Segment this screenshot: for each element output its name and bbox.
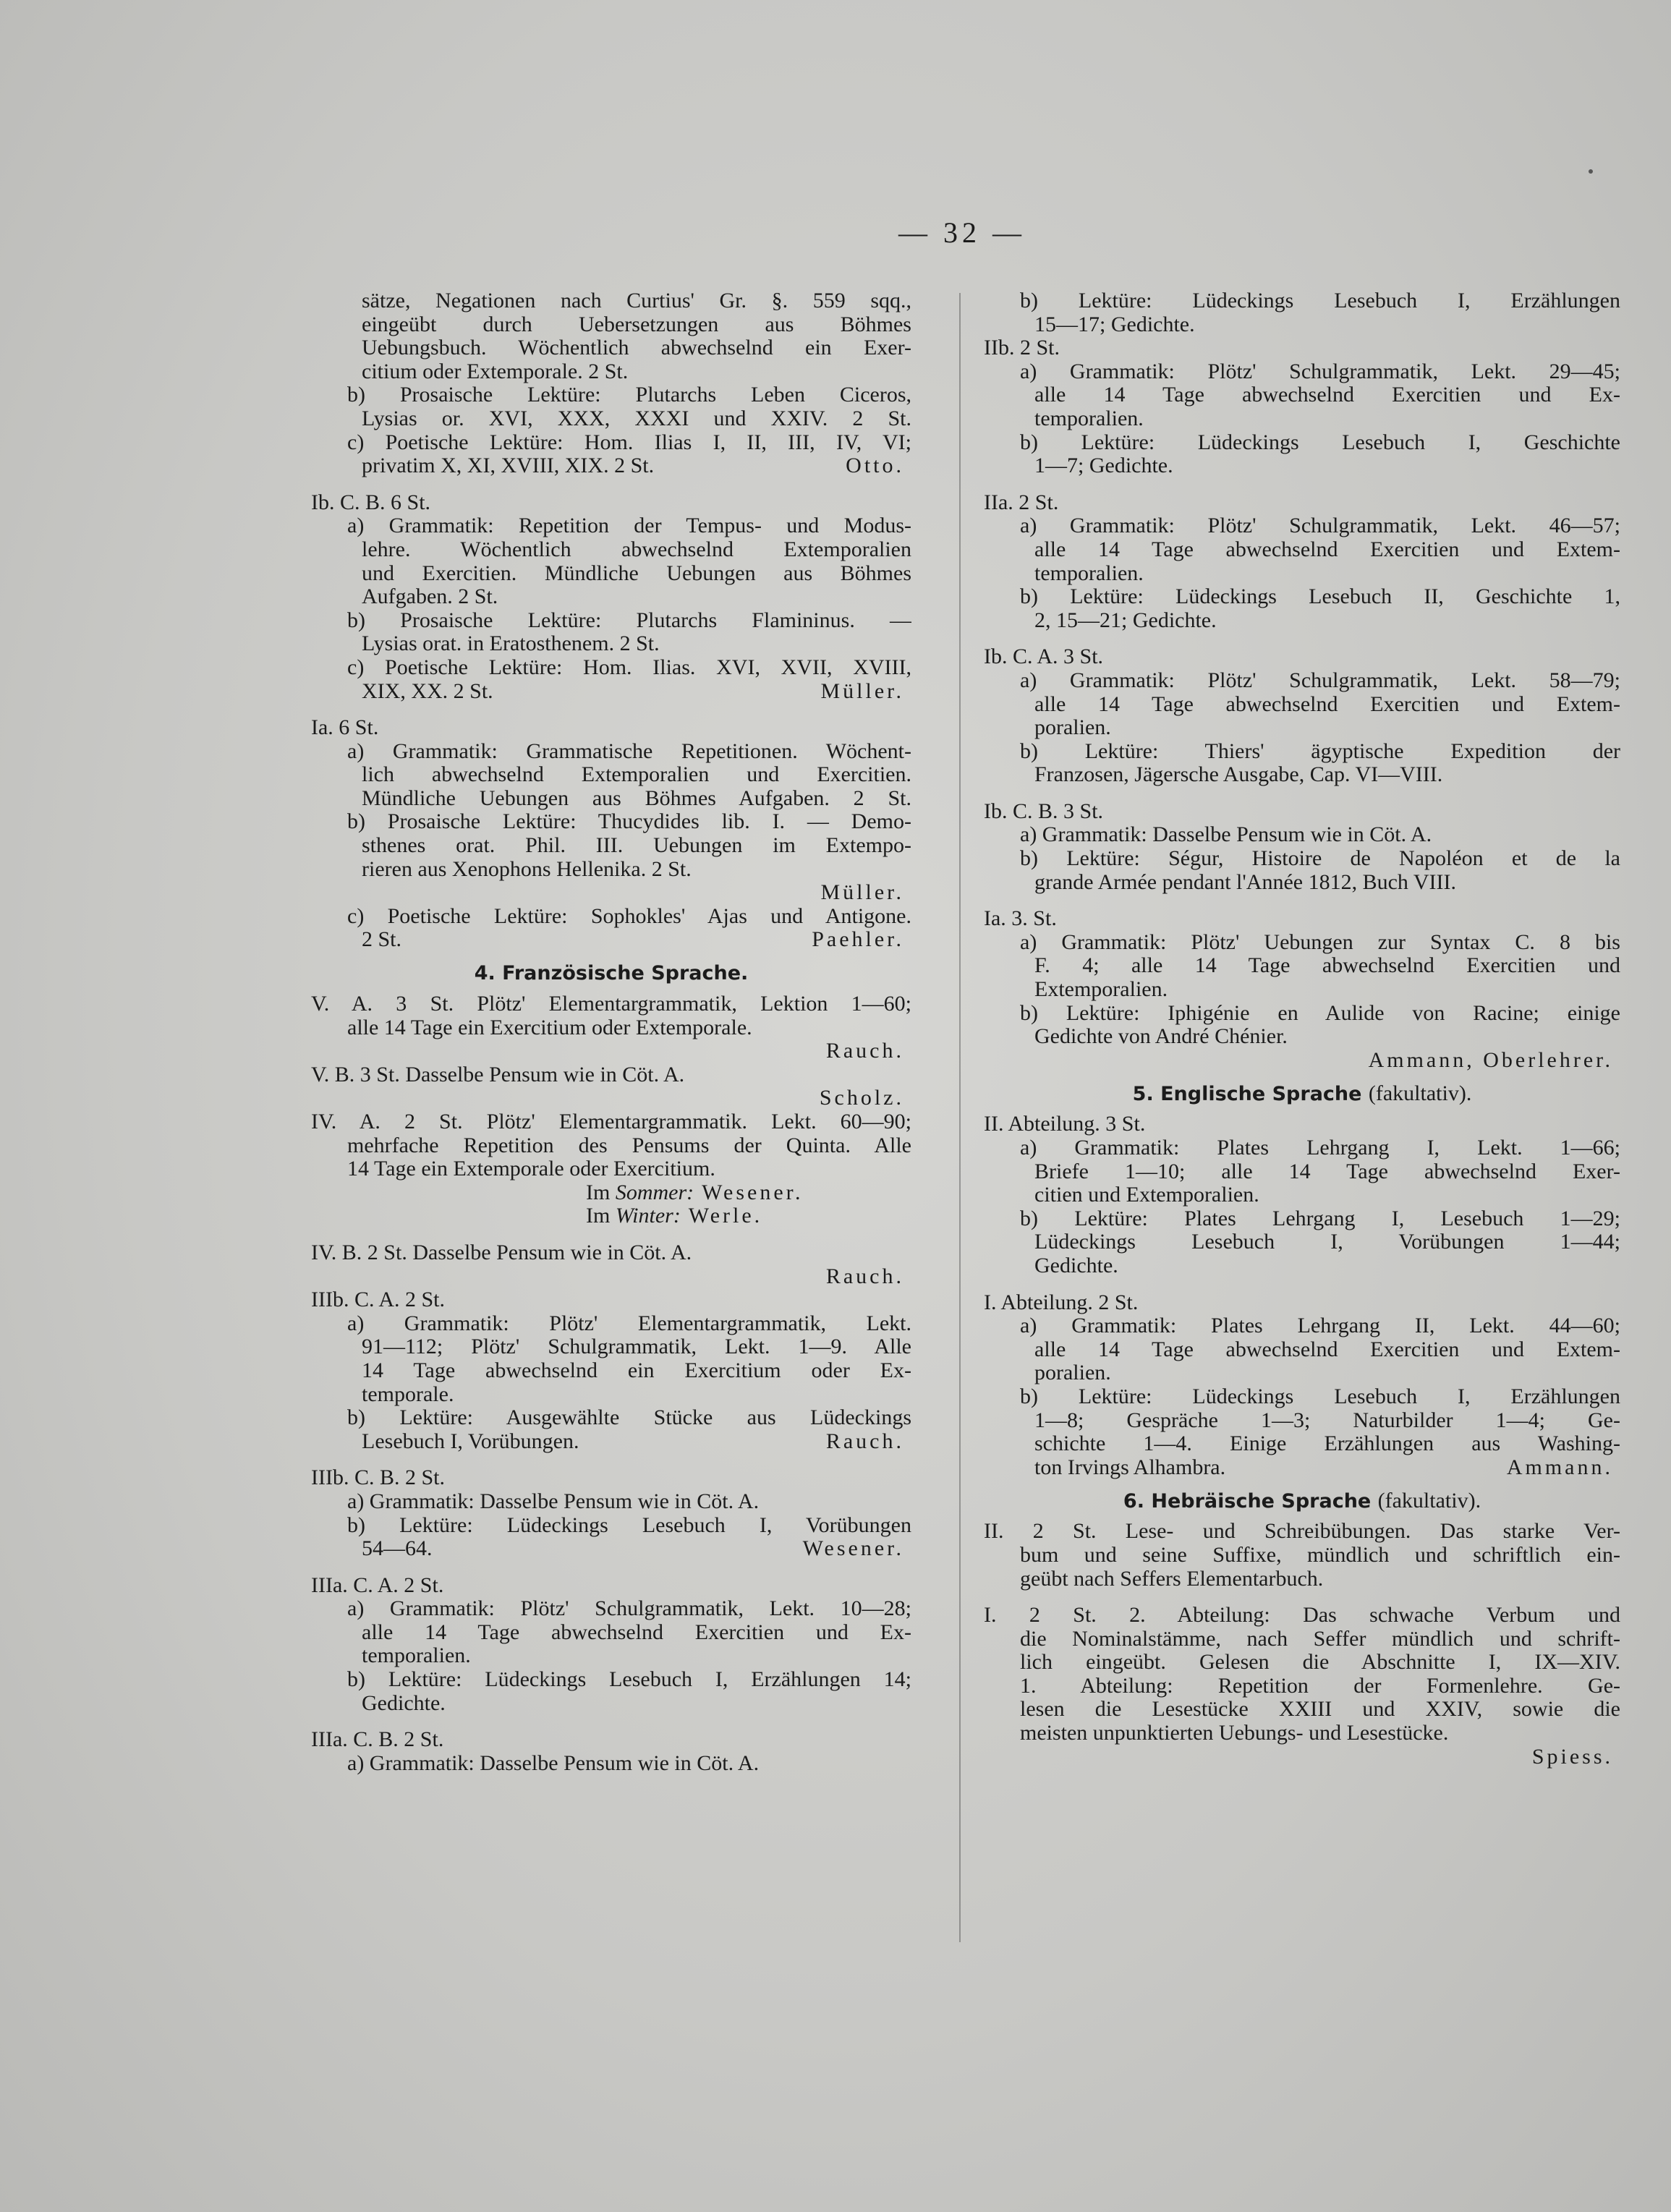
line-text: 54—64. xyxy=(362,1536,433,1561)
teacher-signature: Rauch. xyxy=(825,1429,904,1453)
line-text: alle 14 Tage abwechselnd Exercitien und Extem- xyxy=(1034,1337,1620,1361)
right-column xyxy=(984,289,1620,1769)
line-text: IIa. 2 St. xyxy=(984,490,1059,514)
section-heading-title: 6. Hebräische Sprache xyxy=(1123,1490,1372,1513)
text-line xyxy=(311,491,911,515)
section-heading xyxy=(984,1486,1620,1515)
line-text: b) Lektüre: Lüdeckings Lesebuch I, Erzählungen xyxy=(1020,1384,1620,1408)
line-text: IIIb. C. B. 2 St. xyxy=(311,1466,446,1490)
text-line xyxy=(984,800,1620,824)
line-text: alle 14 Tage abwechselnd Exercitien und Extem- xyxy=(1034,537,1620,561)
text-line xyxy=(984,1722,1620,1745)
text-line xyxy=(984,1025,1620,1049)
line-text: b) Lektüre: Lüdeckings Lesebuch I, Erzählungen 14; xyxy=(347,1668,911,1692)
text-line xyxy=(984,978,1620,1002)
spacer xyxy=(311,478,911,491)
spacer xyxy=(984,787,1620,800)
line-text: Uebungsbuch. Wöchentlich abwechselnd ein Exer- xyxy=(362,336,911,360)
text-line xyxy=(984,1136,1620,1160)
text-line xyxy=(984,1651,1620,1675)
line-text: IV. A. 2 St. Plötz' Elementargrammatik. Lekt. 60—90; xyxy=(311,1110,911,1133)
line-text: b) Lektüre: Ausgewählte Stücke aus Lüdeckings xyxy=(347,1406,911,1430)
section-heading xyxy=(984,1079,1620,1108)
line-text: temporalien. xyxy=(1034,406,1144,430)
teacher-signature: Rauch. xyxy=(825,1039,904,1063)
text-line xyxy=(984,1456,1620,1480)
line-text: Lüdeckings Lesebuch I, Vorübungen 1—44; xyxy=(1034,1230,1620,1254)
line-text: alle 14 Tage abwechselnd Exercitien und Ex- xyxy=(362,1620,911,1644)
text-line xyxy=(311,1157,911,1181)
line-text: IIb. 2 St. xyxy=(984,336,1060,360)
text-line xyxy=(984,514,1620,538)
text-line xyxy=(311,656,911,680)
text-line xyxy=(311,928,911,952)
text-line xyxy=(984,740,1620,764)
text-line xyxy=(311,1134,911,1158)
text-line xyxy=(311,585,911,609)
line-text: a) Grammatik: Plötz' Schulgrammatik, Lekt. 29—45; xyxy=(1020,360,1620,383)
ink-speck xyxy=(1589,169,1593,174)
line-text: ton Irvings Alhambra. xyxy=(1034,1455,1226,1479)
line-text: grande Armée pendant l'Année 1812, Buch VIII. xyxy=(1034,869,1457,894)
text-line xyxy=(311,1574,911,1598)
spacer xyxy=(984,478,1620,491)
text-line xyxy=(311,1288,911,1312)
text-line xyxy=(311,1063,911,1087)
text-line xyxy=(311,740,911,764)
line-text: Ia. 6 St. xyxy=(311,715,379,740)
line-text: 1. Abteilung: Repetition der Formenlehre. Ge- xyxy=(1020,1674,1620,1698)
teacher-signature: Ammann, Oberlehrer. xyxy=(1368,1047,1613,1072)
text-line xyxy=(984,871,1620,895)
line-text: IIIa. C. A. 2 St. xyxy=(311,1573,444,1597)
teacher-signature: Paehler. xyxy=(812,927,904,952)
text-line xyxy=(311,514,911,538)
spacer xyxy=(311,1453,911,1466)
line-text: Im Winter: Werle. xyxy=(586,1204,763,1228)
line-text: temporalien. xyxy=(362,1643,471,1668)
text-line xyxy=(984,1314,1620,1338)
text-line xyxy=(311,1514,911,1538)
text-line xyxy=(311,1039,911,1063)
line-text: IV. B. 2 St. Dasselbe Pensum wie in Cöt. A. xyxy=(311,1240,692,1264)
line-text: Ib. C. B. 3 St. xyxy=(984,799,1104,823)
text-line xyxy=(984,585,1620,609)
text-line xyxy=(984,1338,1620,1362)
line-text: a) Grammatik: Plötz' Schulgrammatik, Lekt. 46—57; xyxy=(1020,514,1620,538)
text-line xyxy=(984,491,1620,515)
text-line xyxy=(984,431,1620,455)
text-line xyxy=(311,858,911,882)
text-line xyxy=(984,693,1620,717)
line-text: privatim X, XI, XVIII, XIX. 2 St. xyxy=(362,454,655,478)
text-line xyxy=(311,1597,911,1621)
text-line xyxy=(311,1466,911,1490)
text-line xyxy=(311,1016,911,1040)
line-text: poralien. xyxy=(1034,715,1111,740)
text-line xyxy=(984,669,1620,693)
text-line xyxy=(311,787,911,811)
line-text: citium oder Extemporale. 2 St. xyxy=(362,359,629,383)
line-text: I. Abteilung. 2 St. xyxy=(984,1290,1139,1314)
line-text: V. B. 3 St. Dasselbe Pensum wie in Cöt. A. xyxy=(311,1062,685,1086)
line-text: lich eingeübt. Gelesen die Abschnitte I, IX—XIV. xyxy=(1020,1651,1620,1675)
line-text: b) Prosaische Lektüre: Plutarchs Flamininus. — xyxy=(347,608,911,632)
text-line xyxy=(984,454,1620,478)
line-text: II. 2 St. Lese- und Schreibübungen. Das starke Ver- xyxy=(984,1520,1620,1544)
text-line xyxy=(984,538,1620,562)
teacher-signature: Rauch. xyxy=(825,1264,904,1288)
text-line xyxy=(984,1385,1620,1409)
section-heading xyxy=(311,959,911,988)
teacher-signature: Müller. xyxy=(820,679,904,703)
text-line xyxy=(311,1204,911,1228)
line-text: lehre. Wöchentlich abwechselnd Extemporalien xyxy=(362,537,911,561)
text-line xyxy=(311,834,911,858)
line-text: 2, 15—21; Gedichte. xyxy=(1034,608,1217,632)
spacer xyxy=(984,1591,1620,1604)
page-number: — 32 — xyxy=(898,216,1026,249)
line-text: a) Grammatik: Grammatische Repetitionen. Wöchent- xyxy=(347,739,911,763)
line-text: Franzosen, Jägersche Ausgabe, Cap. VI—VIII. xyxy=(1034,762,1443,787)
line-text: 91—112; Plötz' Schulgrammatik, Lekt. 1—9. Alle xyxy=(362,1335,911,1359)
line-text: b) Prosaische Lektüre: Thucydides lib. I. — Demo- xyxy=(347,810,911,834)
text-line xyxy=(311,431,911,455)
text-line xyxy=(984,1520,1620,1544)
line-text: Lysias orat. in Eratosthenem. 2 St. xyxy=(362,631,660,656)
teacher-signature: Spiess. xyxy=(1531,1744,1613,1769)
spacer xyxy=(311,1715,911,1728)
season-teacher: Werle. xyxy=(680,1204,763,1228)
text-line xyxy=(984,313,1620,337)
text-line xyxy=(984,1432,1620,1456)
line-text: schichte 1—4. Einige Erzählungen aus Washing- xyxy=(1034,1432,1620,1456)
line-text: b) Prosaische Lektüre: Plutarchs Leben Ciceros, xyxy=(347,383,911,407)
text-line xyxy=(311,1728,911,1752)
text-line xyxy=(311,632,911,656)
text-line xyxy=(984,1049,1620,1073)
text-line xyxy=(311,763,911,787)
text-line xyxy=(984,1002,1620,1026)
line-text: c) Poetische Lektüre: Sophokles' Ajas und Antigone. xyxy=(347,904,911,928)
line-text: a) Grammatik: Repetition der Tempus- und Modus- xyxy=(347,514,911,538)
line-text: Extemporalien. xyxy=(1034,977,1168,1002)
line-text: c) Poetische Lektüre: Hom. Ilias. XVI, XVII, XVIII, xyxy=(347,655,911,679)
text-line xyxy=(984,360,1620,384)
text-line xyxy=(311,810,911,834)
text-line xyxy=(984,716,1620,740)
line-text: II. Abteilung. 3 St. xyxy=(984,1112,1146,1136)
line-text: Ib. C. A. 3 St. xyxy=(984,645,1104,669)
text-line xyxy=(984,847,1620,871)
text-line xyxy=(311,383,911,407)
line-text: Mündliche Uebungen aus Böhmes Aufgaben. 2 St. xyxy=(362,786,911,810)
line-text: a) Grammatik: Plates Lehrgang I, Lekt. 1—66; xyxy=(1020,1136,1620,1160)
text-line xyxy=(311,1312,911,1336)
line-text: poralien. xyxy=(1034,1361,1111,1385)
text-line xyxy=(984,1567,1620,1591)
line-text: a) Grammatik: Plötz' Elementargrammatik, Lekt. xyxy=(347,1311,911,1335)
teacher-signature: Ammann. xyxy=(1506,1455,1613,1479)
left-column xyxy=(311,289,911,1775)
line-text: 15—17; Gedichte. xyxy=(1034,312,1195,336)
line-text: Aufgaben. 2 St. xyxy=(362,584,498,609)
text-line xyxy=(984,1698,1620,1722)
text-line xyxy=(984,1361,1620,1385)
text-line xyxy=(311,562,911,586)
text-line xyxy=(984,407,1620,431)
line-text: 1—8; Gespräche 1—3; Naturbilder 1—4; Ge- xyxy=(1034,1408,1620,1432)
text-line xyxy=(311,538,911,562)
line-text: Ia. 3. St. xyxy=(984,906,1057,931)
line-text: b) Lektüre: Lüdeckings Lesebuch I, Erzählungen xyxy=(1020,289,1620,312)
text-line xyxy=(984,1254,1620,1278)
line-text: meisten unpunktierten Uebungs- und Lesestücke. xyxy=(1020,1721,1449,1745)
text-line xyxy=(311,336,911,360)
line-text: sthenes orat. Phil. III. Uebungen im Extempo- xyxy=(362,834,911,858)
text-line xyxy=(984,823,1620,847)
text-line xyxy=(984,645,1620,669)
section-heading-note: (fakultativ). xyxy=(1377,1489,1481,1513)
line-text: lesen die Lesestücke XXIII und XXIV, sowie die xyxy=(1020,1698,1620,1722)
section-heading-note: (fakultativ). xyxy=(1368,1081,1472,1106)
text-line xyxy=(984,954,1620,978)
text-line xyxy=(984,562,1620,586)
line-text: XIX, XX. 2 St. xyxy=(362,679,493,703)
season-teacher: Wesener. xyxy=(694,1180,804,1204)
line-text: und Exercitien. Mündliche Uebungen aus Böhmes xyxy=(362,561,911,585)
line-text: die Nominalstämme, nach Seffer mündlich und schrift- xyxy=(1020,1627,1620,1651)
text-line xyxy=(311,1537,911,1561)
text-line xyxy=(311,1644,911,1668)
line-text: a) Grammatik: Plates Lehrgang II, Lekt. 44—60; xyxy=(1020,1314,1620,1338)
text-line xyxy=(311,454,911,478)
text-line xyxy=(311,1490,911,1514)
line-text: Gedichte. xyxy=(362,1690,446,1715)
text-line xyxy=(311,992,911,1016)
line-text: Lysias or. XVI, XXX, XXXI und XXIV. 2 St. xyxy=(362,407,911,430)
line-text: V. A. 3 St. Plötz' Elementargrammatik, Lektion 1—60; xyxy=(311,992,911,1016)
text-line xyxy=(311,1110,911,1134)
line-text: a) Grammatik: Dasselbe Pensum wie in Cöt. A. xyxy=(1020,822,1432,847)
line-text: lich abwechselnd Extemporalien und Exercitien. xyxy=(362,763,911,787)
line-text: b) Lektüre: Lüdeckings Lesebuch II, Geschichte 1, xyxy=(1020,585,1620,609)
text-line xyxy=(984,931,1620,955)
text-line xyxy=(311,905,911,929)
text-line xyxy=(311,1692,911,1716)
text-line xyxy=(311,716,911,740)
season-label: Sommer: xyxy=(615,1180,694,1204)
spacer xyxy=(311,1228,911,1241)
line-text: a) Grammatik: Dasselbe Pensum wie in Cöt. A. xyxy=(347,1751,760,1775)
line-text: b) Lektüre: Lüdeckings Lesebuch I, Geschichte xyxy=(1020,430,1620,454)
line-text: Ib. C. B. 6 St. xyxy=(311,490,431,514)
section-heading-title: 5. Englische Sprache xyxy=(1132,1083,1362,1106)
text-line xyxy=(984,1207,1620,1231)
text-line xyxy=(311,1668,911,1692)
line-text: IIIa. C. B. 2 St. xyxy=(311,1727,444,1752)
line-text: alle 14 Tage abwechselnd Exercitien und Ex- xyxy=(1034,383,1620,407)
text-line xyxy=(311,680,911,704)
text-line xyxy=(311,289,911,313)
text-line xyxy=(311,1383,911,1407)
line-text: temporalien. xyxy=(1034,561,1144,585)
line-text: c) Poetische Lektüre: Hom. Ilias I, II, III, IV, VI; xyxy=(347,430,911,454)
text-line xyxy=(311,1265,911,1289)
text-line xyxy=(984,1675,1620,1698)
text-line xyxy=(311,1430,911,1454)
line-text: b) Lektüre: Plates Lehrgang I, Lesebuch 1—29; xyxy=(1020,1207,1620,1230)
text-line xyxy=(984,1409,1620,1433)
line-text: temporale. xyxy=(362,1382,454,1406)
line-text: Briefe 1—10; alle 14 Tage abwechselnd Exer- xyxy=(1034,1160,1620,1183)
text-line xyxy=(984,1291,1620,1315)
teacher-signature: Wesener. xyxy=(802,1536,904,1561)
line-text: 14 Tage ein Extemporale oder Exercitium. xyxy=(347,1157,715,1181)
spacer xyxy=(311,703,911,716)
text-line xyxy=(984,1628,1620,1651)
line-text: 2 St. xyxy=(362,927,402,952)
line-text: Gedichte. xyxy=(1034,1253,1118,1277)
teacher-signature: Müller. xyxy=(820,880,904,905)
text-line xyxy=(984,1745,1620,1769)
text-line xyxy=(311,1621,911,1645)
line-text: mehrfache Repetition des Pensums der Quinta. Alle xyxy=(347,1133,911,1157)
teacher-signature: Otto. xyxy=(846,454,904,478)
line-text: sätze, Negationen nach Curtius' Gr. §. 559 sqq., xyxy=(362,289,911,312)
text-line xyxy=(311,1406,911,1430)
season-label: Winter: xyxy=(615,1204,681,1228)
spacer xyxy=(984,632,1620,645)
line-text: eingeübt durch Uebersetzungen aus Böhmes xyxy=(362,312,911,336)
line-text: Im Sommer: Wesener. xyxy=(586,1180,804,1204)
line-text: a) Grammatik: Plötz' Uebungen zur Syntax C. 8 bis xyxy=(1020,930,1620,954)
line-text: b) Lektüre: Ségur, Histoire de Napoléon et de la xyxy=(1020,847,1620,871)
spacer xyxy=(984,1278,1620,1291)
text-line xyxy=(311,881,911,905)
text-line xyxy=(984,1113,1620,1136)
column-divider xyxy=(959,293,961,1942)
line-text: b) Lektüre: Lüdeckings Lesebuch I, Vorübungen xyxy=(347,1513,911,1537)
line-text: citien und Extemporalien. xyxy=(1034,1183,1259,1207)
text-line xyxy=(984,1183,1620,1207)
line-text: alle 14 Tage abwechselnd Exercitien und Extem- xyxy=(1034,692,1620,716)
line-text: F. 4; alle 14 Tage abwechselnd Exercitien und xyxy=(1034,954,1620,978)
text-line xyxy=(311,313,911,337)
line-text: rieren aus Xenophons Hellenika. 2 St. xyxy=(362,856,692,881)
spacer xyxy=(311,1561,911,1574)
text-line xyxy=(984,383,1620,407)
text-line xyxy=(984,1160,1620,1184)
spacer xyxy=(984,894,1620,907)
text-line xyxy=(311,1752,911,1776)
line-text: a) Grammatik: Plötz' Schulgrammatik, Lekt. 58—79; xyxy=(1020,668,1620,692)
text-line xyxy=(311,360,911,384)
line-text: bum und seine Suffixe, mündlich und schriftlich ein- xyxy=(1020,1543,1620,1567)
line-text: a) Grammatik: Dasselbe Pensum wie in Cöt. A. xyxy=(347,1489,760,1513)
text-line xyxy=(311,1359,911,1383)
line-text: alle 14 Tage ein Exercitium oder Extemporale. xyxy=(347,1015,752,1039)
line-text: a) Grammatik: Plötz' Schulgrammatik, Lekt. 10—28; xyxy=(347,1597,911,1621)
line-text: Lesebuch I, Vorübungen. xyxy=(362,1429,579,1453)
section-heading-title: 4. Französische Sprache. xyxy=(474,962,749,985)
line-text: IIIb. C. A. 2 St. xyxy=(311,1288,446,1312)
line-text: b) Lektüre: Iphigénie en Aulide von Racine; einige xyxy=(1020,1001,1620,1025)
text-line xyxy=(984,763,1620,787)
text-line xyxy=(984,609,1620,633)
text-line xyxy=(311,609,911,633)
line-text: b) Lektüre: Thiers' ägyptische Expedition der xyxy=(1020,739,1620,763)
text-line xyxy=(311,1335,911,1359)
text-line xyxy=(984,1544,1620,1567)
text-line xyxy=(311,407,911,431)
teacher-signature: Scholz. xyxy=(819,1086,904,1110)
text-line xyxy=(311,1181,911,1205)
line-text: geübt nach Seffers Elementarbuch. xyxy=(1020,1566,1324,1591)
text-line xyxy=(984,289,1620,313)
text-line xyxy=(984,1604,1620,1628)
text-line xyxy=(311,1086,911,1110)
text-line xyxy=(984,907,1620,931)
line-text: 1—7; Gedichte. xyxy=(1034,454,1173,478)
text-line xyxy=(311,1241,911,1265)
line-text: 14 Tage abwechselnd ein Exercitium oder Ex- xyxy=(362,1358,911,1382)
text-line xyxy=(984,1230,1620,1254)
line-text: I. 2 St. 2. Abteilung: Das schwache Verbum und xyxy=(984,1604,1620,1628)
line-text: Gedichte von André Chénier. xyxy=(1034,1024,1288,1049)
text-line xyxy=(984,336,1620,360)
